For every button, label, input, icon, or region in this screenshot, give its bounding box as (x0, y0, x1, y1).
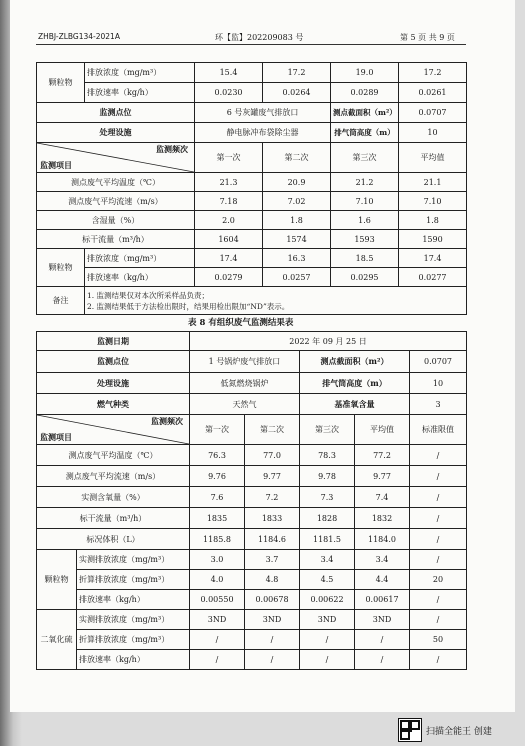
table-cell: 17.4 (399, 249, 467, 268)
table-cell: 7.6 (190, 487, 245, 508)
table-cell: 78.3 (300, 445, 355, 466)
row-label: 排放浓度（mg/m³） (85, 249, 195, 268)
group-label-particulate: 颗粒物 (37, 249, 85, 287)
table-cell: 1593 (331, 230, 399, 249)
column-header: 第二次 (263, 143, 331, 173)
table-cell: 1185.8 (190, 529, 245, 550)
oxygen-value: 3 (410, 394, 467, 415)
area-value: 0.0707 (410, 351, 467, 373)
point-value: 6 号灰罐废气排放口 (195, 103, 331, 123)
table-cell: 7.02 (263, 192, 331, 211)
table-cell: / (245, 650, 300, 670)
table-cell: 16.3 (263, 249, 331, 268)
row-label: 排放浓度（mg/m³） (85, 63, 195, 83)
table-cell: 1.8 (263, 211, 331, 230)
table-8-organized-exhaust (36, 331, 467, 670)
table-cell: 76.3 (190, 445, 245, 466)
scanner-watermark (398, 718, 492, 742)
remark-line-2: 2. 监测结果低于方法检出限时，结果用检出限加“ND”表示。 (87, 301, 290, 311)
column-header: 第二次 (245, 415, 300, 445)
group-label-particulate: 颗粒物 (37, 63, 85, 103)
table-cell: 0.0279 (195, 268, 263, 287)
table-cell: 3.4 (300, 550, 355, 570)
table-cell: 50 (410, 630, 467, 650)
date-value: 2022 年 09 月 25 日 (190, 332, 467, 351)
fuel-label: 燃气种类 (37, 394, 190, 415)
table-cell: 2.0 (195, 211, 263, 230)
table-cell: 7.2 (245, 487, 300, 508)
table-cell: 21.3 (195, 173, 263, 192)
table-cell: 7.10 (331, 192, 399, 211)
table-cell: 9.78 (300, 466, 355, 487)
area-value: 0.0707 (399, 103, 467, 123)
table-cell: 0.00678 (245, 590, 300, 610)
table-cell: 21.2 (331, 173, 399, 192)
header-rule (36, 44, 466, 45)
row-label: 排放速率（kg/h） (85, 83, 195, 103)
table-cell: 1.6 (331, 211, 399, 230)
diag-item-label: 监测项目 (40, 432, 72, 442)
table-cell: 0.0264 (263, 83, 331, 103)
column-header: 平均值 (399, 143, 467, 173)
table-6-gray-tank (36, 102, 467, 315)
table-cell: 0.00617 (355, 590, 410, 610)
table-cell: 17.2 (399, 63, 467, 83)
row-label: 测点废气平均温度（℃） (37, 445, 190, 466)
column-header: 平均值 (355, 415, 410, 445)
table-cell: 9.76 (190, 466, 245, 487)
table-cell: 77.0 (245, 445, 300, 466)
table-cell: 15.4 (195, 63, 263, 83)
column-header: 第三次 (331, 143, 399, 173)
row-label: 排放速率（kg/h） (85, 268, 195, 287)
table-cell: 4.0 (190, 570, 245, 590)
scanner-watermark-text: 扫描全能王 创建 (426, 726, 492, 737)
table-cell: 4.4 (355, 570, 410, 590)
point-value: 1 号锅炉废气排放口 (190, 351, 300, 373)
column-header: 标准限值 (410, 415, 467, 445)
table-cell: / (190, 630, 245, 650)
table-cell: / (190, 650, 245, 670)
table-cell: 21.1 (399, 173, 467, 192)
row-label: 折算排放浓度（mg/m³） (77, 630, 190, 650)
table-continued-top (36, 62, 467, 103)
height-label: 排气筒高度（m） (331, 123, 399, 143)
column-header: 第一次 (190, 415, 245, 445)
row-label: 标干流量（m³/h） (37, 508, 190, 529)
row-label: 实测排放浓度（mg/m³） (77, 610, 190, 630)
table-cell: 0.0261 (399, 83, 467, 103)
height-label: 排气筒高度（m） (300, 373, 410, 394)
remark-label: 备注 (37, 287, 85, 315)
oxygen-label: 基准氧含量 (300, 394, 410, 415)
table-cell: 4.5 (300, 570, 355, 590)
table-cell: 20.9 (263, 173, 331, 192)
table-cell: 1832 (355, 508, 410, 529)
column-header: 第一次 (195, 143, 263, 173)
table-cell: 17.4 (195, 249, 263, 268)
table-cell: / (355, 650, 410, 670)
group-label-so2: 二氧化硫 (37, 610, 77, 670)
table-cell: 1184.0 (355, 529, 410, 550)
row-label: 折算排放浓度（mg/m³） (77, 570, 190, 590)
date-label: 监测日期 (37, 332, 190, 351)
facility-value: 低氮燃烧锅炉 (190, 373, 300, 394)
table-cell: 1184.6 (245, 529, 300, 550)
table-cell: 20 (410, 570, 467, 590)
point-label: 监测点位 (37, 351, 190, 373)
table-cell: 1.8 (399, 211, 467, 230)
row-label: 标干流量（m³/h） (37, 230, 195, 249)
diag-item-label: 监测项目 (40, 160, 72, 170)
table-cell: 0.0230 (195, 83, 263, 103)
table-cell: / (300, 650, 355, 670)
table-cell: 0.00550 (190, 590, 245, 610)
table-cell: 1828 (300, 508, 355, 529)
table-cell: 7.4 (355, 487, 410, 508)
table-cell: / (410, 445, 467, 466)
height-value: 10 (410, 373, 467, 394)
row-label: 测点废气平均流速（m/s） (37, 192, 195, 211)
row-label: 含湿量（%） (37, 211, 195, 230)
table-cell: 9.77 (355, 466, 410, 487)
area-label: 测点截面积（m²） (331, 103, 399, 123)
table-cell: / (410, 508, 467, 529)
diagonal-header-cell (37, 415, 190, 445)
table-cell: / (300, 630, 355, 650)
table-cell: 7.18 (195, 192, 263, 211)
table-cell: 1590 (399, 230, 467, 249)
table-cell: 1181.5 (300, 529, 355, 550)
table-cell: 0.00622 (300, 590, 355, 610)
table-cell: / (245, 630, 300, 650)
table-cell: / (410, 650, 467, 670)
table-cell: 3ND (190, 610, 245, 630)
row-label: 排放速率（kg/h） (77, 590, 190, 610)
area-label: 测点截面积（m²） (300, 351, 410, 373)
table-cell: 3.7 (245, 550, 300, 570)
fuel-value: 天然气 (190, 394, 300, 415)
table-cell: / (410, 529, 467, 550)
table-cell: 0.0295 (331, 268, 399, 287)
table-cell: 1604 (195, 230, 263, 249)
table-8-title: 表 8 有组织废气监测结果表 (188, 318, 294, 328)
table-cell: / (355, 630, 410, 650)
table-cell: 17.2 (263, 63, 331, 83)
table-cell: 77.2 (355, 445, 410, 466)
diag-frequency-label: 监测频次 (151, 416, 183, 426)
height-value: 10 (399, 123, 467, 143)
table-cell: 7.3 (300, 487, 355, 508)
table-cell: 0.0277 (399, 268, 467, 287)
column-header: 第三次 (300, 415, 355, 445)
table-cell: 3ND (355, 610, 410, 630)
row-label: 标况体积（L） (37, 529, 190, 550)
table-cell: / (410, 466, 467, 487)
qr-code-icon (398, 718, 422, 742)
facility-label: 处理设施 (37, 373, 190, 394)
table-cell: 4.8 (245, 570, 300, 590)
point-label: 监测点位 (37, 103, 195, 123)
table-cell: 3.4 (355, 550, 410, 570)
group-label-particulate: 颗粒物 (37, 550, 77, 610)
row-label: 实测排放浓度（mg/m³） (77, 550, 190, 570)
page-indicator: 第 5 页 共 9 页 (400, 33, 455, 42)
row-label: 测点废气平均流速（m/s） (37, 466, 190, 487)
remark-text (85, 287, 467, 315)
table-cell: 0.0257 (263, 268, 331, 287)
row-label: 实测含氧量（%） (37, 487, 190, 508)
report-number: 环【监】202209083 号 (215, 33, 304, 42)
table-cell: / (410, 590, 467, 610)
table-cell: 0.0289 (331, 83, 399, 103)
facility-label: 处理设施 (37, 123, 195, 143)
table-cell: / (410, 550, 467, 570)
table-cell: / (410, 610, 467, 630)
table-cell: 1835 (190, 508, 245, 529)
report-code: ZHBJ-ZLBG134-2021A (38, 32, 120, 41)
diagonal-header-cell (37, 143, 195, 173)
remark-line-1: 1. 监测结果仅对本次所采样品负责； (87, 290, 210, 300)
facility-value: 静电脉冲布袋除尘器 (195, 123, 331, 143)
row-label: 排放速率（kg/h） (77, 650, 190, 670)
table-cell: 19.0 (331, 63, 399, 83)
table-cell: 1833 (245, 508, 300, 529)
table-cell: 3ND (300, 610, 355, 630)
table-cell: 7.10 (399, 192, 467, 211)
table-cell: 18.5 (331, 249, 399, 268)
diag-frequency-label: 监测频次 (156, 144, 188, 154)
table-cell: 3ND (245, 610, 300, 630)
table-cell: / (410, 487, 467, 508)
table-cell: 1574 (263, 230, 331, 249)
row-label: 测点废气平均温度（℃） (37, 173, 195, 192)
table-cell: 3.0 (190, 550, 245, 570)
table-cell: 9.77 (245, 466, 300, 487)
